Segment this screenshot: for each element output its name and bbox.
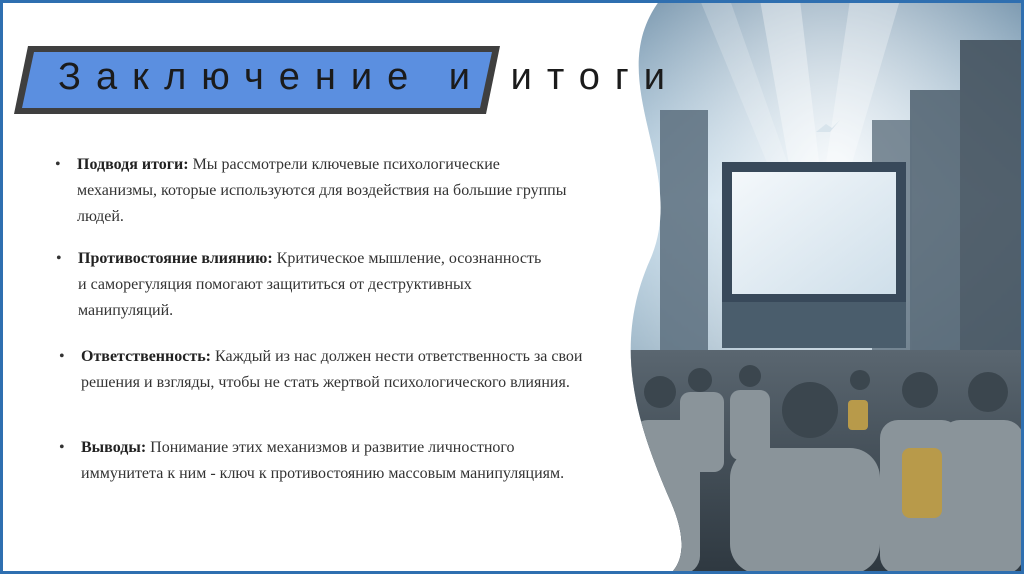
slide-title: Заключение и итоги <box>58 56 681 98</box>
bullet-term: Ответственность: <box>81 348 211 365</box>
bullet-responsibility <box>59 344 591 396</box>
bullet-dot: • <box>59 439 65 456</box>
bullet-term: Выводы: <box>81 439 147 456</box>
bullet-dot: • <box>55 156 61 173</box>
bullet-dot: • <box>59 348 65 365</box>
bullet-text: Каждый из нас должен нести ответственность за свои решения и взгляды, чтобы не стать жертвой психологического влияния. <box>81 348 583 391</box>
bullet-term: Подводя итоги: <box>77 156 189 173</box>
bullet-text: Критическое мышление, осознанность и саморегуляция помогают защититься от деструктивных манипуляций. <box>78 250 542 319</box>
bullet-conclusions <box>59 435 581 487</box>
bullet-dot: • <box>56 250 62 267</box>
bullet-term: Противостояние влиянию: <box>78 250 273 267</box>
bullet-resistance <box>56 246 548 324</box>
bullet-summary <box>55 152 577 230</box>
bullet-text: Мы рассмотрели ключевые психологические механизмы, которые используются для воздействия на большие группы людей. <box>77 156 567 225</box>
bullet-text: Понимание этих механизмов и развитие личностного иммунитета к ним - ключ к противостоянию массовым манипуляциям. <box>81 439 565 482</box>
